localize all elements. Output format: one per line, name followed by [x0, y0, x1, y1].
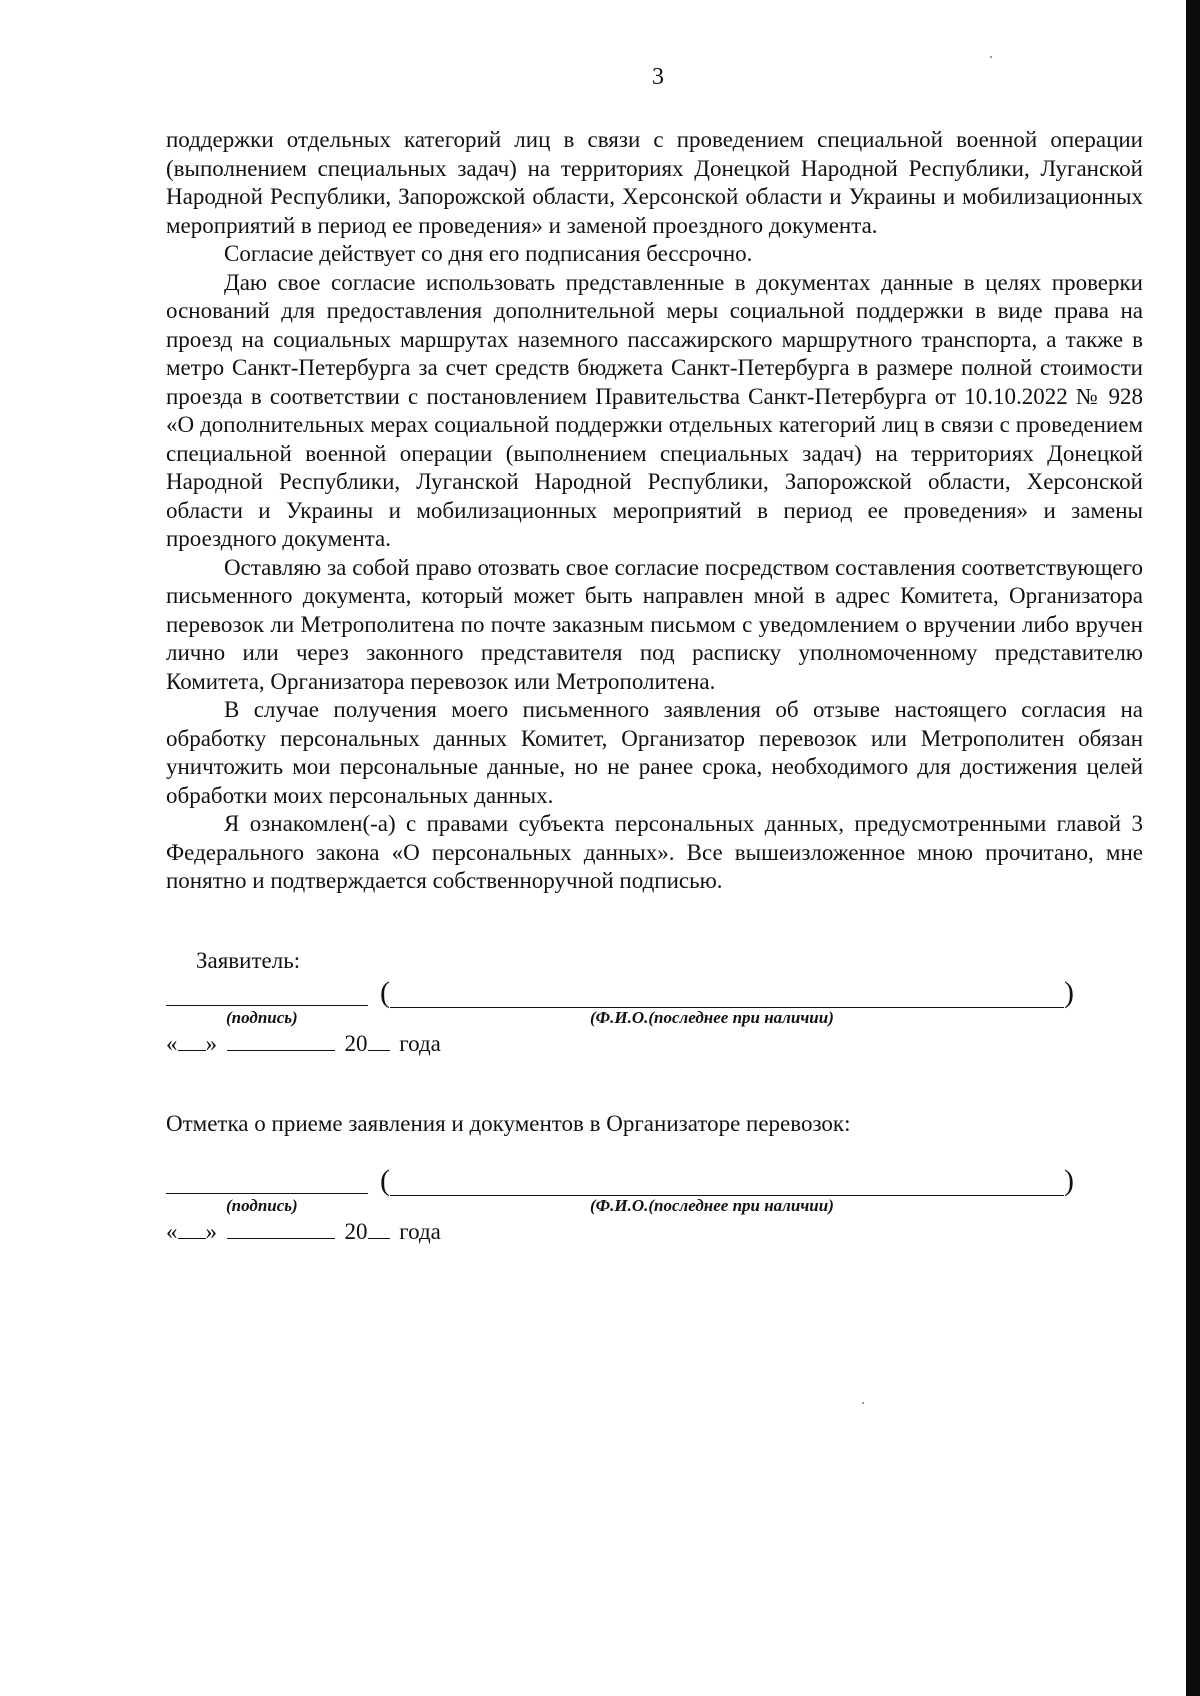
scan-speck: [990, 56, 992, 58]
receipt-open-paren: (: [380, 1164, 390, 1197]
paragraph-withdrawal-processing: В случае получения моего письменного заявления об отзыве настоящего согласия на обработку персональных данных Комитет, Организатор перевозок или Метрополитен обязан уничтожить мои персональные данные, но не ранее срока, необходимого для достижения целей обработки моих персональных данных.: [166, 697, 1143, 808]
receipt-date-row: [166, 1218, 441, 1246]
paragraph-continuation: поддержки отдельных категорий лиц в связи с проведением специальной военной операции (выполнением специальных задач) на территориях Донецкой Народной Республики, Луганской Народной Республики, Запорожской области, Херсонской области и Украины и мобилизационных мероприятий в период ее проведения» и заменой проездного документа.: [166, 127, 1143, 238]
paragraph-acknowledgement: Я ознакомлен(-а) с правами субъекта персональных данных, предусмотренными главой 3 Федерального закона «О персональных данных». Все вышеизложенное мною прочитано, мне понятно и подтверждается собственноручной подписью.: [166, 811, 1143, 893]
date-close-quote: »: [205, 1219, 217, 1244]
applicant-name-caption: (Ф.И.О.(последнее при наличии): [590, 1008, 834, 1027]
receipt-name-caption: (Ф.И.О.(последнее при наличии): [590, 1196, 834, 1215]
page-number: 3: [652, 64, 664, 90]
date-day-field[interactable]: [178, 1218, 206, 1239]
consent-body: [166, 126, 1143, 896]
date-close-quote: »: [205, 1031, 217, 1056]
paragraph-withdrawal-right: Оставляю за собой право отозвать свое согласие посредством составления соответствующего письменного документа, который может быть направлен мной в адрес Комитета, Организатора перевозок ли Метрополитена по почте заказным письмом с уведомлением о вручении либо вручен лично или через законного представителя под расписку уполномоченному представителю Комитета, Организатора перевозок или Метрополитена.: [166, 554, 1143, 694]
date-year-prefix: 20: [344, 1031, 368, 1056]
date-month-field[interactable]: [227, 1030, 335, 1051]
applicant-open-paren: (: [380, 976, 390, 1009]
paragraph-validity: Согласие действует со дня его подписания бессрочно.: [224, 241, 753, 266]
date-day-field[interactable]: [178, 1030, 206, 1051]
receipt-signature-line[interactable]: [166, 1193, 368, 1194]
date-year-field[interactable]: [368, 1218, 390, 1239]
date-year-prefix: 20: [344, 1219, 368, 1244]
date-open-quote: «: [166, 1031, 178, 1056]
applicant-label: Заявитель:: [196, 948, 301, 973]
date-open-quote: «: [166, 1219, 178, 1244]
applicant-close-paren: ): [1064, 976, 1074, 1009]
applicant-date-row: [166, 1030, 441, 1058]
paragraph-data-use-consent: Даю свое согласие использовать представленные в документах данные в целях проверки оснований для предоставления дополнительной меры социальной поддержки в виде права на проезд на социальных маршрутах наземного пассажирского маршрутного транспорта, а также в метро Санкт-Петербурга за счет средств бюджета Санкт-Петербурга в размере полной стоимости проезда в соответствии с постановлением Правительства Санкт-Петербурга от 10.10.2022 № 928 «О дополнительных мерах социальной поддержки отдельных категорий лиц в связи с проведением специальной военной операции (выполнением специальных задач) на территориях Донецкой Народной Республики, Луганской Народной Республики, Запорожской области, Херсонской области и Украины и мобилизационных мероприятий в период ее проведения» и замены проездного документа.: [166, 269, 1143, 551]
date-year-word: года: [399, 1031, 441, 1056]
applicant-signature-line[interactable]: [166, 1005, 368, 1006]
date-year-field[interactable]: [368, 1030, 390, 1051]
date-year-word: года: [399, 1219, 441, 1244]
scan-speck: [862, 1402, 864, 1404]
scan-edge-shadow: [1186, 0, 1200, 1696]
receipt-signature-caption: (подпись): [226, 1196, 298, 1215]
date-month-field[interactable]: [227, 1218, 335, 1239]
receipt-close-paren: ): [1064, 1164, 1074, 1197]
applicant-signature-caption: (подпись): [226, 1008, 298, 1027]
receipt-label: Отметка о приеме заявления и документов в Организаторе перевозок:: [166, 1111, 851, 1136]
